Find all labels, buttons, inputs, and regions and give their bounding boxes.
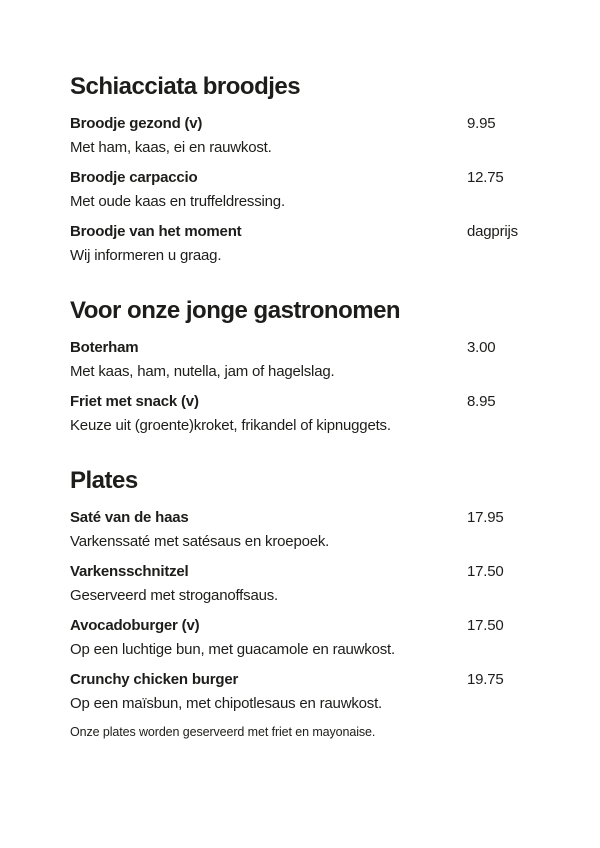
item-price: dagprijs bbox=[467, 223, 518, 240]
menu-section-schiacciata-broodjes bbox=[70, 72, 530, 266]
item-description: Met kaas, ham, nutella, jam of hagelslag. bbox=[70, 363, 335, 380]
item-description: Geserveerd met stroganoffsaus. bbox=[70, 587, 278, 604]
menu-item-broodje-gezond bbox=[70, 114, 530, 158]
item-price: 17.50 bbox=[467, 617, 504, 634]
item-name: Varkensschnitzel bbox=[70, 563, 189, 580]
item-price: 9.95 bbox=[467, 115, 496, 132]
item-row bbox=[70, 222, 530, 242]
item-name: Crunchy chicken burger bbox=[70, 671, 239, 688]
menu-item-crunchy-chicken-burger bbox=[70, 670, 530, 714]
item-price: 19.75 bbox=[467, 671, 504, 688]
item-row bbox=[70, 508, 530, 528]
item-price: 17.95 bbox=[467, 509, 504, 526]
item-price: 8.95 bbox=[467, 393, 496, 410]
item-name: Broodje carpaccio bbox=[70, 169, 198, 186]
section-title: Voor onze jonge gastronomen bbox=[70, 297, 401, 324]
item-price: 17.50 bbox=[467, 563, 504, 580]
item-name: Saté van de haas bbox=[70, 509, 189, 526]
item-description: Op een maïsbun, met chipotlesaus en rauwkost. bbox=[70, 695, 383, 712]
menu-item-broodje-carpaccio bbox=[70, 168, 530, 212]
menu-section-jonge-gastronomen bbox=[70, 296, 530, 436]
item-description: Op een luchtige bun, met guacamole en rauwkost. bbox=[70, 641, 395, 658]
item-row bbox=[70, 616, 530, 636]
menu-item-boterham bbox=[70, 338, 530, 382]
plates-footnote: Onze plates worden geserveerd met friet en mayonaise. bbox=[70, 725, 376, 739]
item-row bbox=[70, 392, 530, 412]
item-price: 3.00 bbox=[467, 339, 496, 356]
item-description: Varkenssaté met satésaus en kroepoek. bbox=[70, 533, 330, 550]
item-row bbox=[70, 168, 530, 188]
item-row bbox=[70, 114, 530, 134]
menu-item-broodje-van-het-moment bbox=[70, 222, 530, 266]
item-row bbox=[70, 338, 530, 358]
item-row bbox=[70, 670, 530, 690]
section-title: Schiacciata broodjes bbox=[70, 73, 301, 100]
item-price: 12.75 bbox=[467, 169, 504, 186]
item-name: Broodje gezond (v) bbox=[70, 115, 203, 132]
item-description: Met ham, kaas, ei en rauwkost. bbox=[70, 139, 272, 156]
section-title: Plates bbox=[70, 467, 138, 494]
menu-item-sate-van-de-haas bbox=[70, 508, 530, 552]
item-description: Keuze uit (groente)kroket, frikandel of kipnuggets. bbox=[70, 417, 391, 434]
item-row bbox=[70, 562, 530, 582]
item-description: Wij informeren u graag. bbox=[70, 247, 222, 264]
item-name: Avocadoburger (v) bbox=[70, 617, 200, 634]
menu-section-plates bbox=[70, 466, 530, 740]
item-name: Boterham bbox=[70, 339, 139, 356]
menu-item-friet-met-snack bbox=[70, 392, 530, 436]
menu-item-avocadoburger bbox=[70, 616, 530, 660]
item-description: Met oude kaas en truffeldressing. bbox=[70, 193, 285, 210]
item-name: Broodje van het moment bbox=[70, 223, 242, 240]
menu-item-varkensschnitzel bbox=[70, 562, 530, 606]
item-name: Friet met snack (v) bbox=[70, 393, 199, 410]
